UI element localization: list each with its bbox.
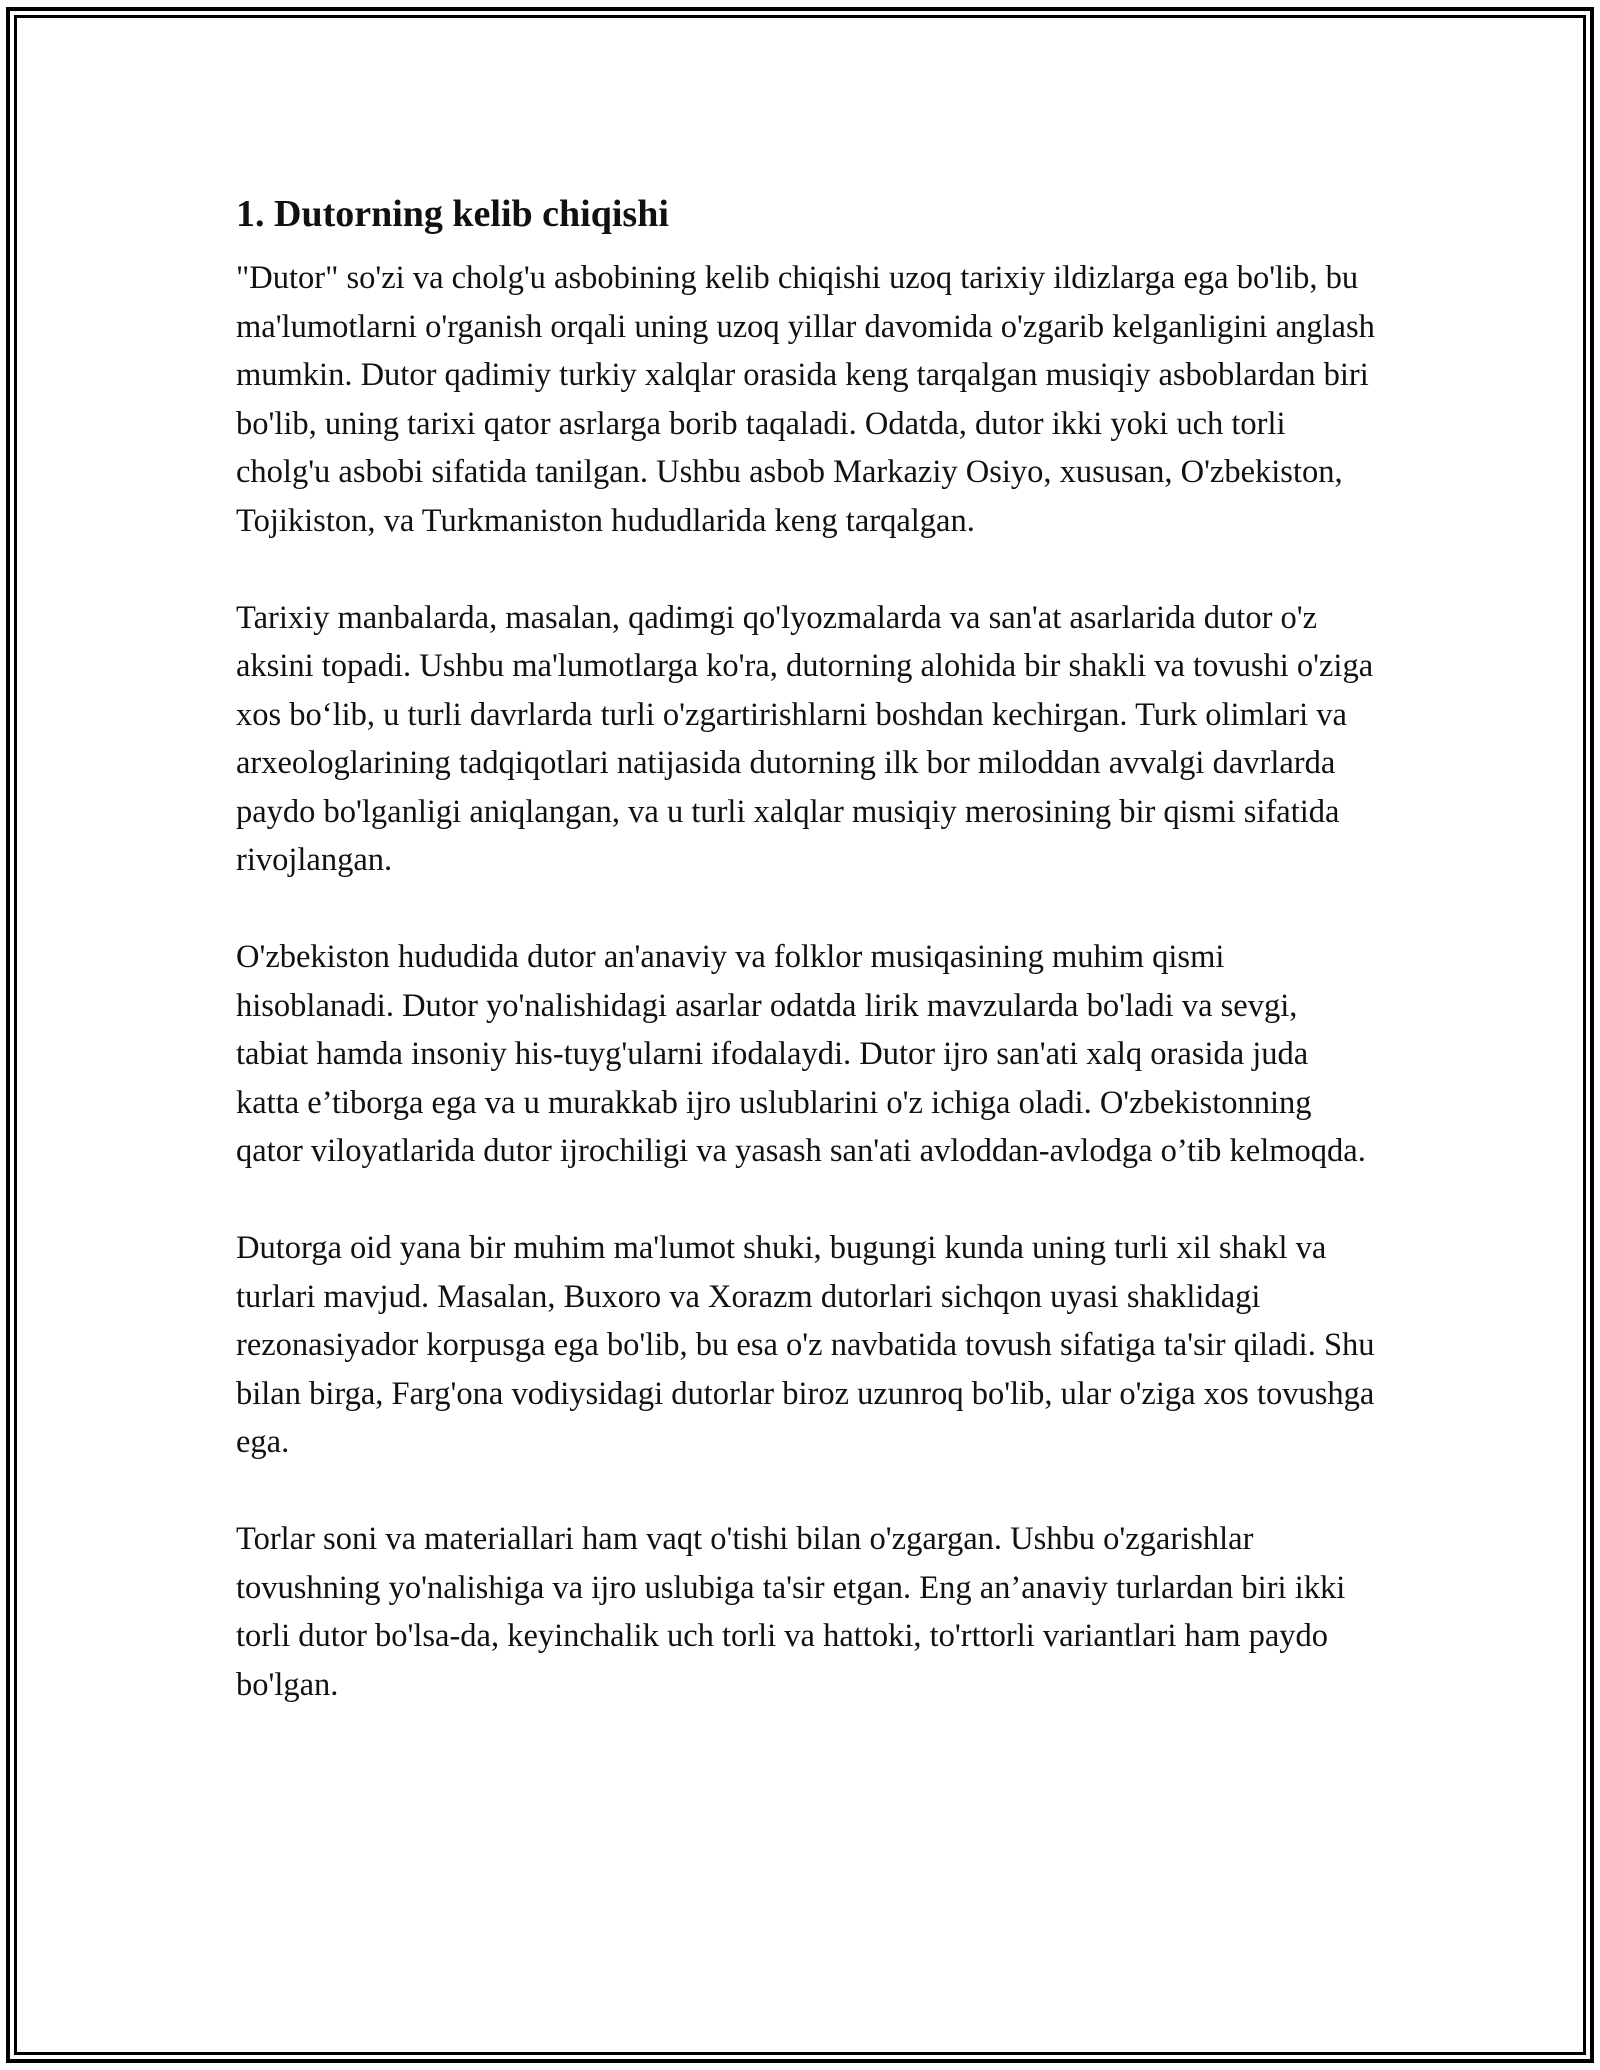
paragraph-5: Torlar soni va materiallari ham vaqt o'tishi bilan o'zgargan. Ushbu o'zgarishlar tovushning yo'nalishiga va ijro uslubiga ta'sir etgan. Eng an’anaviy turlardan biri ikki torli dutor bo'lsa-da, keyinchalik uch torli va hattoki, to'rttorli variantlari ham paydo bo'lgan.	[236, 1521, 1346, 1703]
paragraph-4: Dutorga oid yana bir muhim ma'lumot shuki, bugungi kunda uning turli xil shakl va turlari mavjud. Masalan, Buxoro va Xorazm dutorlari sichqon uyasi shaklidagi rezonasiyador korpusga ega bo'lib, bu esa o'z navbatida tovush sifatiga ta'sir qiladi. Shu bilan birga, Farg'ona vodiysidagi dutorlar biroz uzunroq bo'lib, ular o'ziga xos tovushga ega.	[236, 1230, 1375, 1460]
paragraph-1: "Dutor" so'zi va cholg'u asbobining kelib chiqishi uzoq tarixiy ildizlarga ega bo'lib, bu ma'lumotlarni o'rganish orqali uning uzoq yillar davomida o'zgarib kelganligini anglash mumkin. Dutor qadimiy turkiy xalqlar orasida keng tarqalgan musiqiy asboblardan biri bo'lib, uning tarixi qator asrlarga borib taqaladi. Odatda, dutor ikki yoki uch torli cholg'u asbobi sifatida tanilgan. Ushbu asbob Markaziy Osiyo, xususan, O'zbekiston, Tojikiston, va Turkmaniston hududlarida keng tarqalgan.	[236, 260, 1375, 539]
section-heading: 1. Dutorning kelib chiqishi	[236, 193, 669, 235]
paragraph-3: O'zbekiston hududida dutor an'anaviy va folklor musiqasining muhim qismi hisoblanadi. Dutor yo'nalishidagi asarlar odatda lirik mavzularda bo'ladi va sevgi, tabiat hamda insoniy his-tuyg'ularni ifodalaydi. Dutor ijro san'ati xalq orasida juda katta e’tiborga ega va u murakkab ijro uslublarini o'z ichiga oladi. O'zbekistonning qator viloyatlarida dutor ijrochiligi va yasash san'ati avloddan-avlodga o’tib kelmoqda.	[236, 939, 1366, 1169]
document-body	[236, 186, 1376, 1758]
paragraph-2: Tarixiy manbalarda, masalan, qadimgi qo'lyozmalarda va san'at asarlarida dutor o'z aksini topadi. Ushbu ma'lumotlarga ko'ra, dutorning alohida bir shakli va tovushi o'ziga xos bo‘lib, u turli davrlarda turli o'zgartirishlarni boshdan kechirgan. Turk olimlari va arxeologlarining tadqiqotlari natijasida dutorning ilk bor miloddan avvalgi davrlarda paydo bo'lganligi aniqlangan, va u turli xalqlar musiqiy merosining bir qismi sifatida rivojlangan.	[236, 599, 1374, 878]
